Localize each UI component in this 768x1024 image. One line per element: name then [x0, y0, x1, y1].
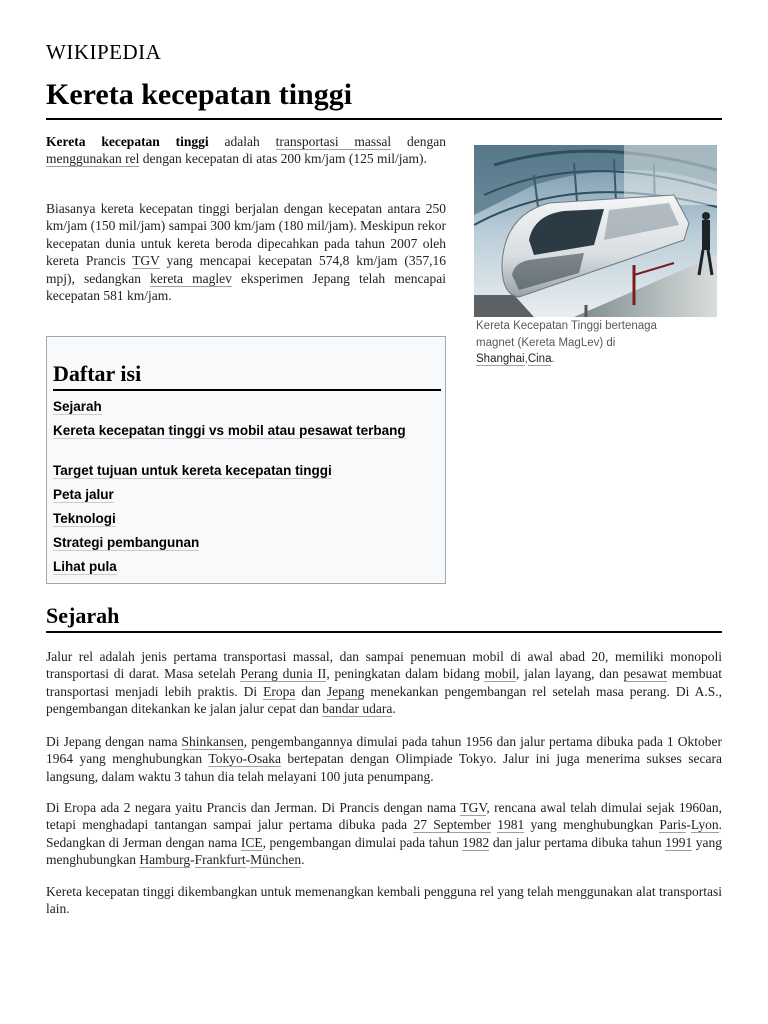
text: . [551, 353, 555, 365]
text: yang menghubungkan [524, 817, 660, 833]
intro-paragraph-1 [46, 133, 446, 168]
toc-item-label: Lihat pula [53, 559, 117, 574]
toc-item-sejarah[interactable] [53, 399, 441, 415]
link-transportasi-massal[interactable]: transportasi massal [275, 134, 392, 149]
lead-term: Kereta kecepatan tinggi [46, 134, 209, 149]
link-1981[interactable]: 1981 [497, 817, 525, 833]
toc-item-teknologi[interactable] [53, 511, 441, 527]
sejarah-paragraph-4: Kereta kecepatan tinggi dikembangkan untuk memenangkan kembali pengguna rel yang telah menggunakan alat transportasi lain. [46, 884, 722, 917]
text: . [392, 701, 396, 717]
text: Jalur rel adalah jenis pertama transportasi massal, dan sampai penemuan mobil di awal abad 20, memiliki monopoli transportasi di darat. Masa setelah [46, 649, 722, 682]
toc-item-label: Peta jalur [53, 487, 114, 502]
link-perang-dunia-ii[interactable]: Perang dunia II [240, 666, 327, 682]
toc-item-label: Kereta kecepatan tinggi vs mobil atau pesawat terbang [53, 423, 406, 438]
link-kereta-maglev[interactable]: kereta maglev [150, 270, 232, 286]
text: . [301, 852, 305, 868]
section-heading-sejarah: Sejarah [46, 601, 722, 633]
text: - [190, 852, 195, 868]
link-tgv[interactable]: TGV [132, 253, 160, 269]
wikipedia-logo[interactable] [46, 40, 161, 65]
link-shinkansen[interactable]: Shinkansen [181, 734, 244, 749]
sejarah-paragraph-3 [46, 799, 722, 869]
text: bertepatan dengan Olimpiade Tokyo. Jalur ini juga menerima sukses secara langsung, dalam waktu 3 tahun dia telah melayani 100 juta penumpang. [46, 751, 722, 784]
link-frankfurt[interactable]: Frankfurt [194, 852, 246, 868]
text: , rencana awal telah dimulai sejak 1960an, tetapi menghadapi tantangan sampai jalur pertama dibuka pada [46, 800, 722, 833]
text: menekankan pengembangan rel setelah masa perang. Di A.S., pengembangan ditekankan ke jalan jalur cepat dan [46, 683, 722, 717]
text: Kereta Kecepatan Tinggi bertenaga magnet (Kereta MagLev) di [476, 320, 657, 349]
text: eksperimen Jepang telah mencapai kecepatan 581 km/jam. [46, 270, 447, 304]
toc-item-peta-jalur[interactable] [53, 487, 441, 503]
text: dan [295, 683, 327, 699]
text: , pengembangannya dimulai pada tahun 1956 dan jalur pertama dibuka pada 1 Oktober 1964 yang menghubungkan [46, 734, 722, 767]
link-eropa[interactable]: Eropa [263, 683, 296, 699]
logo-text: WIKIPEDIA [46, 40, 162, 64]
maglev-train-image[interactable] [474, 145, 717, 317]
link-1991[interactable]: 1991 [665, 834, 693, 850]
intro-paragraph-2 [46, 200, 446, 304]
link-27-september[interactable]: 27 September [413, 817, 491, 833]
text: dengan [391, 134, 446, 149]
link-cina[interactable]: Cina [527, 353, 552, 365]
toc-item-label: Sejarah [53, 399, 102, 414]
toc-item-strategi[interactable] [53, 535, 441, 551]
text: , [524, 353, 528, 365]
toc-item-vs-mobil[interactable] [53, 423, 441, 439]
text: - [245, 852, 251, 868]
link-tokyo-osaka[interactable]: Tokyo-Osaka [208, 751, 281, 767]
toc-item-label: Target tujuan untuk kereta kecepatan tinggi [53, 463, 332, 478]
link-1982[interactable]: 1982 [462, 834, 490, 850]
link-bandar-udara[interactable]: bandar udara [322, 701, 393, 717]
toc-item-lihat-pula[interactable] [53, 559, 441, 575]
link-munchen[interactable]: München [250, 852, 302, 868]
toc-item-label: Teknologi [53, 511, 116, 526]
link-tgv-2[interactable]: TGV [460, 800, 487, 815]
text: dan jalur pertama dibuka tahun [489, 834, 666, 850]
text: adalah [208, 134, 276, 149]
link-jepang[interactable]: Jepang [326, 683, 365, 699]
toc-item-label: Strategi pembangunan [53, 535, 200, 550]
link-hamburg[interactable]: Hamburg [139, 852, 191, 868]
text: Biasanya kereta kecepatan tinggi berjalan dengan kecepatan antara 250 km/jam (150 mil/jam) sampai 300 km/jam (180 mil/jam). Meskipun rekor kecepatan dunia untuk kereta beroda dipecahkan pada tahun 2007 oleh kereta Prancis [46, 201, 446, 269]
link-lyon[interactable]: Lyon [690, 817, 719, 833]
link-mobil[interactable]: mobil [484, 666, 516, 682]
link-pesawat[interactable]: pesawat [623, 666, 667, 682]
text: dengan kecepatan di atas 200 km/jam (125 mil/jam). [139, 151, 427, 167]
text: Di Eropa ada 2 negara yaitu Prancis dan Jerman. Di Prancis dengan nama [46, 800, 461, 815]
link-shanghai[interactable]: Shanghai [476, 353, 525, 365]
link-paris[interactable]: Paris [659, 817, 687, 833]
page-title: Kereta kecepatan tinggi [46, 76, 722, 120]
link-menggunakan-rel[interactable]: menggunakan rel [46, 151, 140, 167]
toc-item-target-tujuan[interactable] [53, 463, 441, 479]
sejarah-paragraph-2 [46, 733, 722, 785]
sejarah-paragraph-1 [46, 648, 722, 718]
text: Di Jepang dengan nama [46, 734, 182, 749]
text: yang mencapai kecepatan 574,8 km/jam (357,16 mpj), sedangkan [46, 253, 446, 286]
text: , jalan layang, dan [516, 666, 624, 682]
image-caption [476, 318, 696, 368]
text: . Sedangkan di Jerman dengan nama [46, 817, 723, 850]
text: , peningkatan dalam bidang [326, 666, 485, 682]
toc-title: Daftar isi [53, 359, 441, 391]
link-ice[interactable]: ICE [240, 834, 263, 850]
table-of-contents [46, 336, 446, 584]
text: - [686, 817, 691, 833]
train-photo-illustration [474, 145, 717, 317]
text: , pengembangan dimulai pada tahun [262, 834, 463, 850]
text: yang menghubungkan [46, 834, 723, 868]
text: membuat transportasi menjadi lebih praktis. Di [46, 666, 722, 699]
